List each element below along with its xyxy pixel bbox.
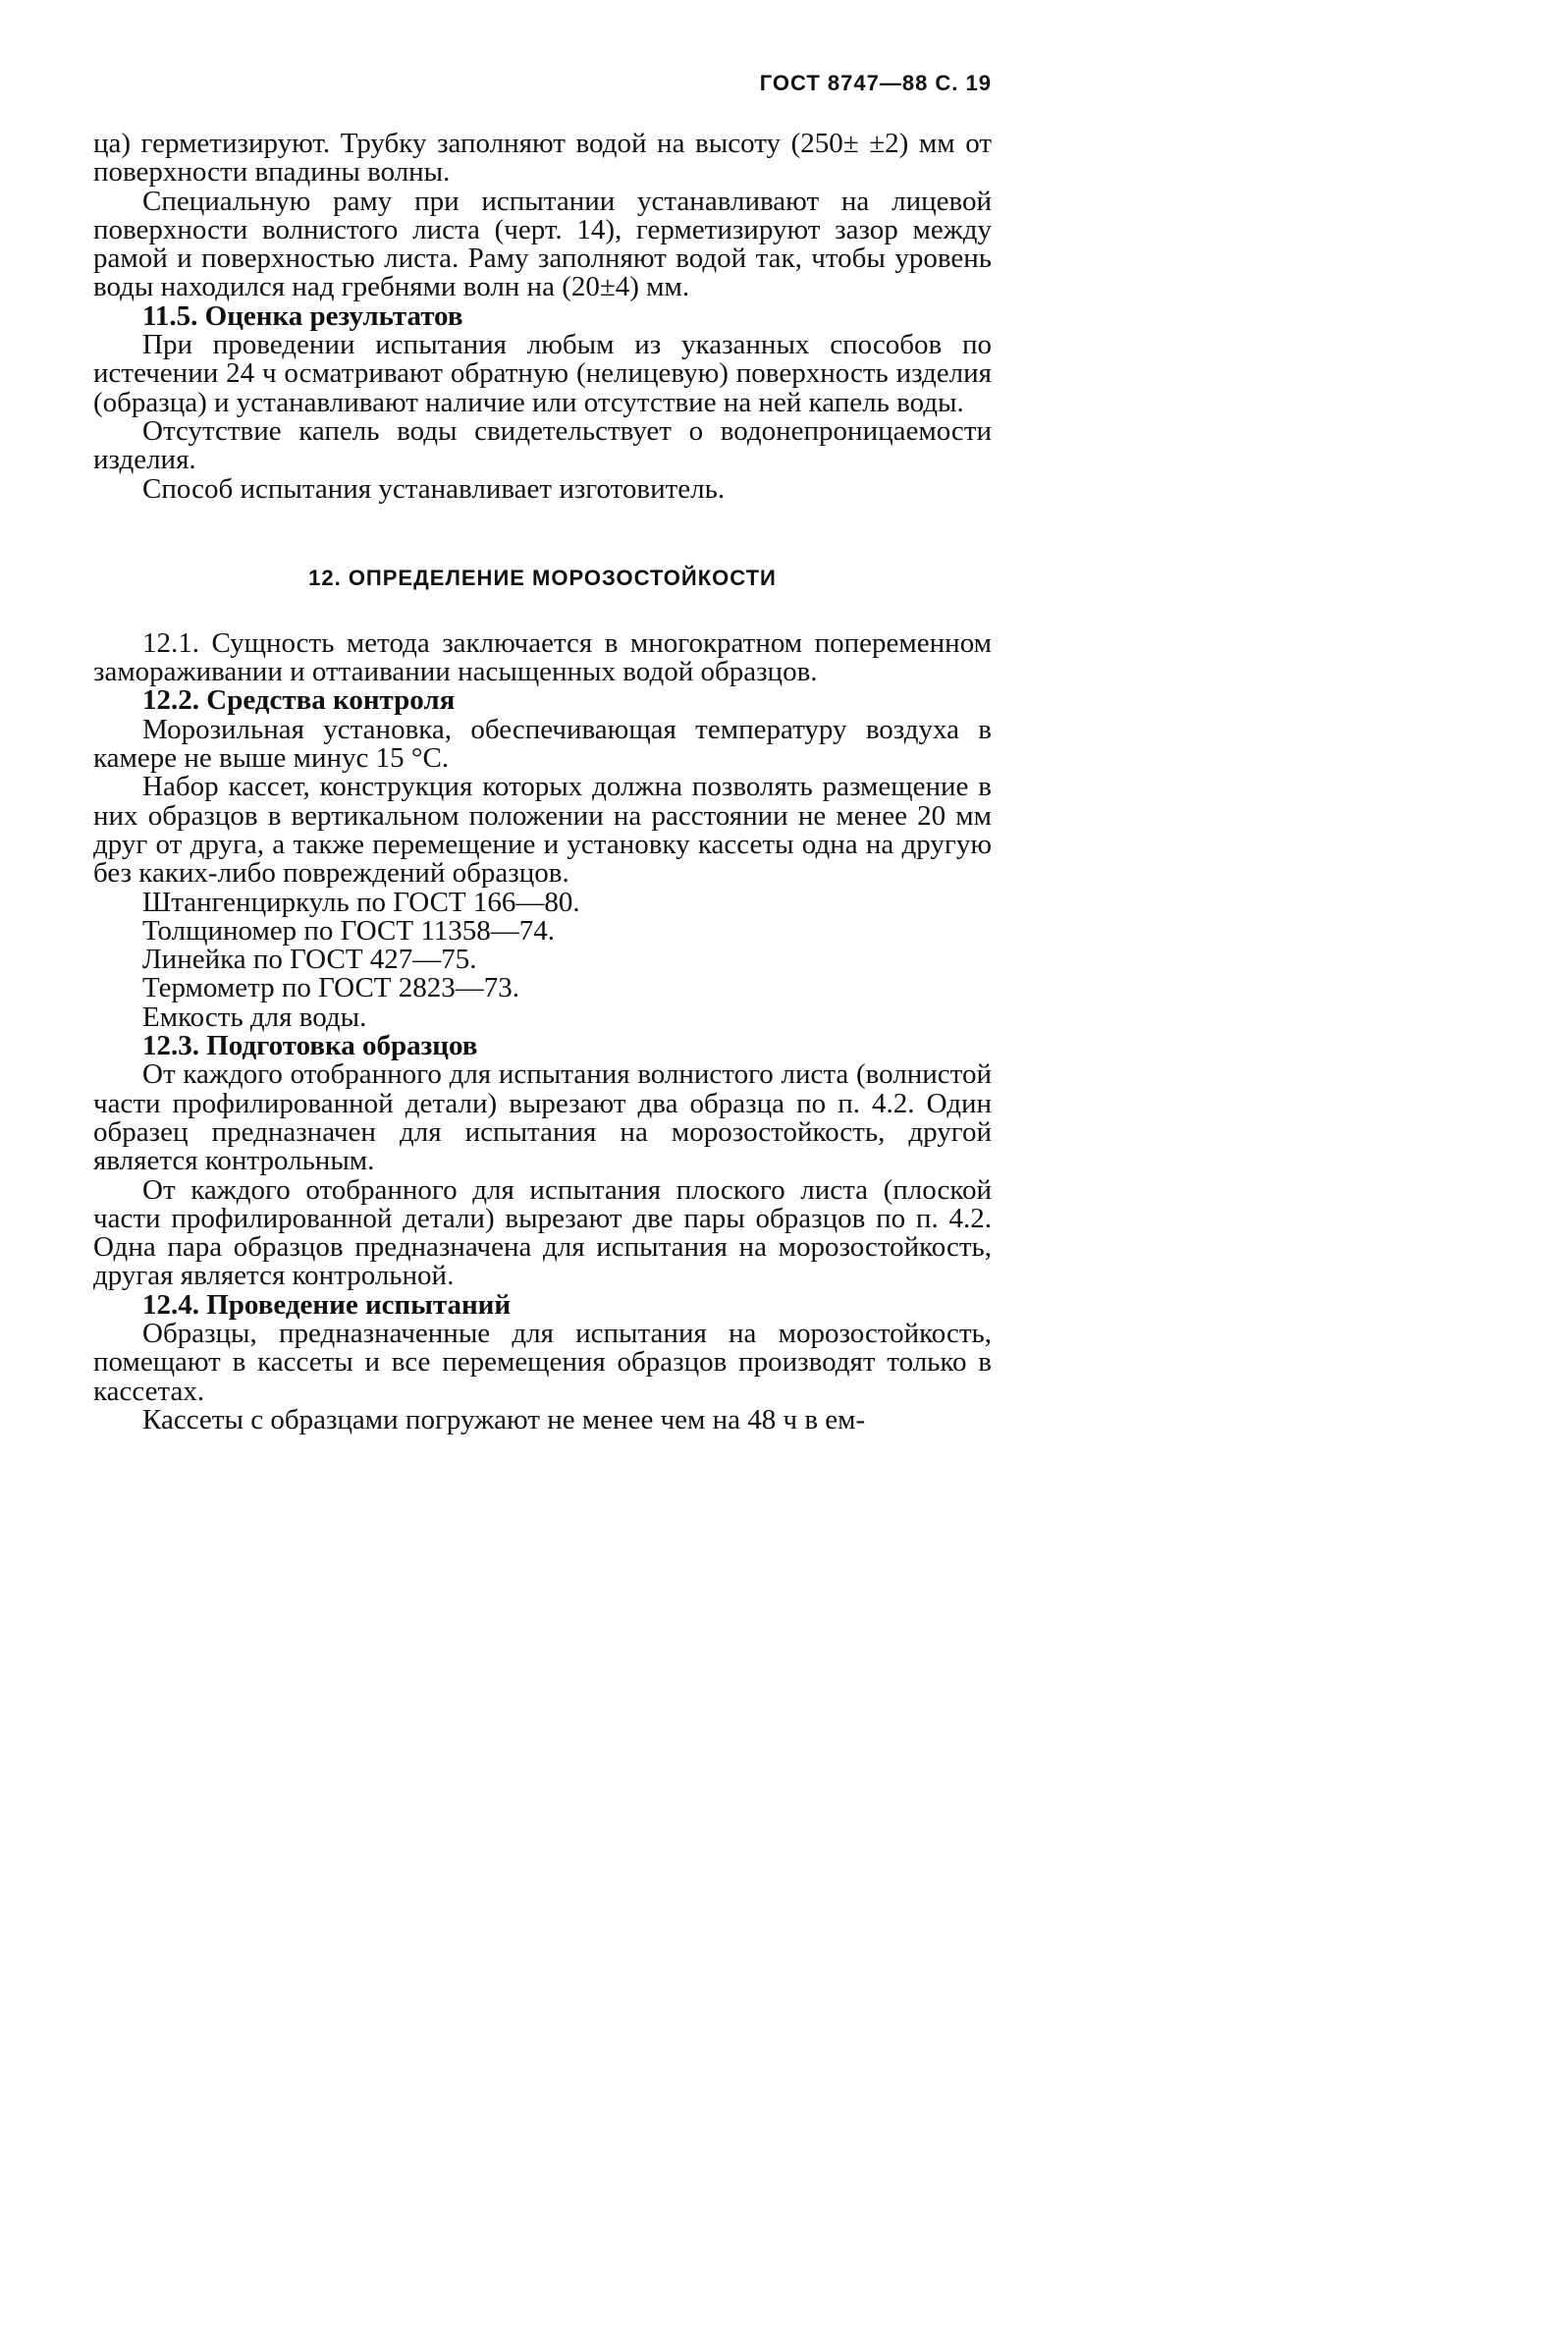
paragraph-inspection: При проведении испытания любым из указанных способов по истечении 24 ч осматривают обратную (нелицевую) поверхность изделия (образца) и устанавливают наличие или отсутствие на ней капель воды.: [93, 329, 992, 418]
list-item-ruler: Линейка по ГОСТ 427—75.: [142, 944, 477, 976]
page-header: ГОСТ 8747—88 С. 19: [759, 71, 992, 95]
list-item-water-container: Емкость для воды.: [142, 1001, 367, 1033]
document-page: [0, 0, 1031, 1551]
document-body: [93, 130, 992, 1435]
paragraph-12-1: 12.1. Сущность метода заключается в многократном попеременном замораживании и оттаивании насыщенных водой образцов.: [93, 626, 992, 688]
paragraph-flat-sheet-samples: От каждого отобранного для испытания плоского листа (плоской части профилированной детали) вырезают две пары образцов по п. 4.2. Одна пара образцов предназначена для испытания на морозостойкость, другая является контрольной.: [93, 1173, 992, 1292]
paragraph-waterproofness: Отсутствие капель воды свидетельствует о водонепроницаемости изделия.: [93, 414, 992, 476]
paragraph-continuation: ца) герметизируют. Трубку заполняют водой на высоту (250± ±2) мм от поверхности впадины волны.: [93, 128, 992, 189]
subsection-heading-12-2: 12.2. Средства контроля: [142, 684, 456, 717]
list-item-thickness-gauge: Толщиномер по ГОСТ 11358—74.: [142, 914, 556, 947]
list-item-caliper: Штангенциркуль по ГОСТ 166—80.: [142, 886, 580, 918]
section-heading-12: 12. ОПРЕДЕЛЕНИЕ МОРОЗОСТОЙКОСТИ: [308, 565, 777, 590]
paragraph-immersion: Кассеты с образцами погружают не менее чем на 48 ч в ем-: [142, 1403, 866, 1435]
paragraph-cassettes: Набор кассет, конструкция которых должна позволять размещение в них образцов в вертикальном положении на расстоянии не менее 20 мм друг от друга, а также перемещение и установку кассеты одна на другую без каких-либо повреждений образцов.: [93, 771, 992, 890]
subsection-heading-12-3: 12.3. Подготовка образцов: [142, 1030, 478, 1062]
subsection-heading-12-4: 12.4. Проведение испытаний: [142, 1288, 512, 1321]
paragraph-wavy-sheet-samples: От каждого отобранного для испытания волнистого листа (волнистой части профилированной детали) вырезают два образца по п. 4.2. Один образец предназначен для испытания на морозостойкость, другой является контрольным.: [93, 1058, 992, 1177]
paragraph-freezer: Морозильная установка, обеспечивающая температуру воздуха в камере не выше минус 15 °C.: [93, 713, 992, 775]
paragraph-frame-test: Специальную раму при испытании устанавливают на лицевой поверхности волнистого листа (черт. 14), герметизируют зазор между рамой и поверхностью листа. Раму заполняют водой так, чтобы уровень воды находился над гребнями волн на (20±4) мм.: [93, 185, 992, 303]
list-item-thermometer: Термометр по ГОСТ 2823—73.: [142, 972, 520, 1004]
paragraph-cassette-placement: Образцы, предназначенные для испытания на морозостойкость, помещают в кассеты и все перемещения образцов производят только в кассетах.: [93, 1317, 992, 1407]
paragraph-method-choice: Способ испытания устанавливает изготовитель.: [142, 472, 726, 505]
subsection-heading-11-5: 11.5. Оценка результатов: [142, 299, 463, 332]
